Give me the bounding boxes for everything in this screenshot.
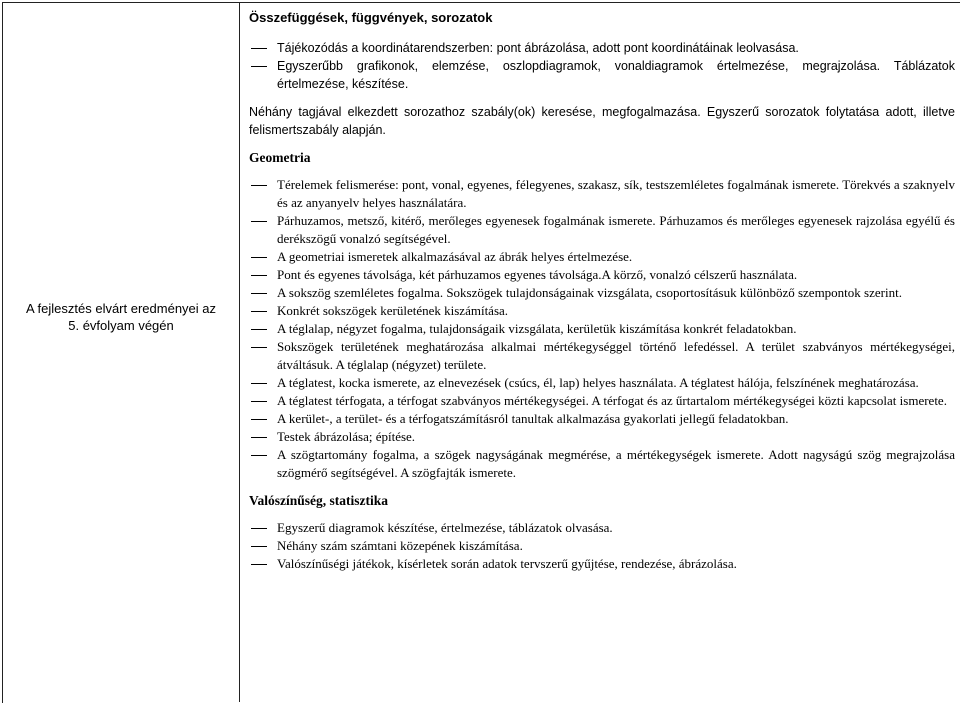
list-item: Sokszögek területének meghatározása alkalmai mértékegységgel történő lefedéssel. A terület szabványos mértékegységei, átváltásuk. A téglalap (négyzet) területe. — [249, 338, 955, 374]
geometry-list — [249, 176, 955, 482]
list-item: Párhuzamos, metsző, kitérő, merőleges egyenesek fogalmának ismerete. Párhuzamos és merőleges egyenesek rajzolása egyélű és derékszögű vonalzó segítségével. — [249, 212, 955, 248]
column-divider — [239, 2, 240, 702]
list-item: Néhány szám számtani közepének kiszámítása. — [249, 537, 955, 555]
list-item: Tájékozódás a koordinátarendszerben: pont ábrázolása, adott pont koordinátáinak leolvasása. — [249, 39, 955, 57]
list-item: A geometriai ismeretek alkalmazásával az ábrák helyes értelmezése. — [249, 248, 955, 266]
list-item: Térelemek felismerése: pont, vonal, egyenes, félegyenes, szakasz, sík, testszemléletes fogalmának ismerete. Törekvés a szaknyelv és az anyanyelv helyes használatára. — [249, 176, 955, 212]
list-item: Konkrét sokszögek kerületének kiszámítása. — [249, 302, 955, 320]
list-item: A téglatest, kocka ismerete, az elnevezések (csúcs, él, lap) helyes használata. A téglatest hálója, felszínének meghatározása. — [249, 374, 955, 392]
section-heading-geometry: Geometria — [249, 150, 311, 165]
row-header-cell — [3, 300, 239, 334]
section-heading-probability: Valószínűség, statisztika — [249, 493, 389, 508]
list-item: Pont és egyenes távolsága, két párhuzamos egyenes távolsága.A körző, vonalzó célszerű használata. — [249, 266, 955, 284]
list-item: A téglalap, négyzet fogalma, tulajdonságaik vizsgálata, kerületük kiszámítása konkrét feladatokban. — [249, 320, 955, 338]
list-item: A szögtartomány fogalma, a szögek nagyságának megmérése, a mértékegységek ismerete. Adott nagyságú szög megrajzolása szögmérő segítségével. A szögfajták ismerete. — [249, 446, 955, 482]
list-item: Valószínűségi játékok, kísérletek során adatok tervszerű gyűjtése, rendezése, ábrázolása. — [249, 555, 955, 573]
row-header-line-1: A fejlesztés elvárt eredményei az — [25, 301, 217, 316]
list-item: A sokszög szemléletes fogalma. Sokszögek tulajdonságainak vizsgálata, csoportosításuk különböző szempontok szerint. — [249, 284, 955, 302]
row-header-line-2: 5. évfolyam végén — [68, 318, 174, 333]
list-item: Testek ábrázolása; építése. — [249, 428, 955, 446]
list-item: A kerület-, a terület- és a térfogatszámításról tanultak alkalmazása gyakorlati jellegű feladatokban. — [249, 410, 955, 428]
list-item: Egyszerű diagramok készítése, értelmezése, táblázatok olvasása. — [249, 519, 955, 537]
list-item: Egyszerűbb grafikonok, elemzése, oszlopdiagramok, vonaldiagramok értelmezése, megrajzolása. Táblázatok értelmezése, készítése. — [249, 57, 955, 93]
functions-list — [249, 39, 955, 93]
functions-paragraph: Néhány tagjával elkezdett sorozathoz szabály(ok) keresése, megfogalmazása. Egyszerű sorozatok folytatása adott, illetve felismertszabály alapján. — [249, 105, 955, 137]
probability-list — [249, 519, 955, 573]
section-heading-functions: Összefüggések, függvények, sorozatok — [249, 10, 493, 25]
content-cell — [249, 9, 955, 573]
list-item: A téglatest térfogata, a térfogat szabványos mértékegységei. A térfogat és az űrtartalom mértékegységei közti kapcsolat ismerete. — [249, 392, 955, 410]
